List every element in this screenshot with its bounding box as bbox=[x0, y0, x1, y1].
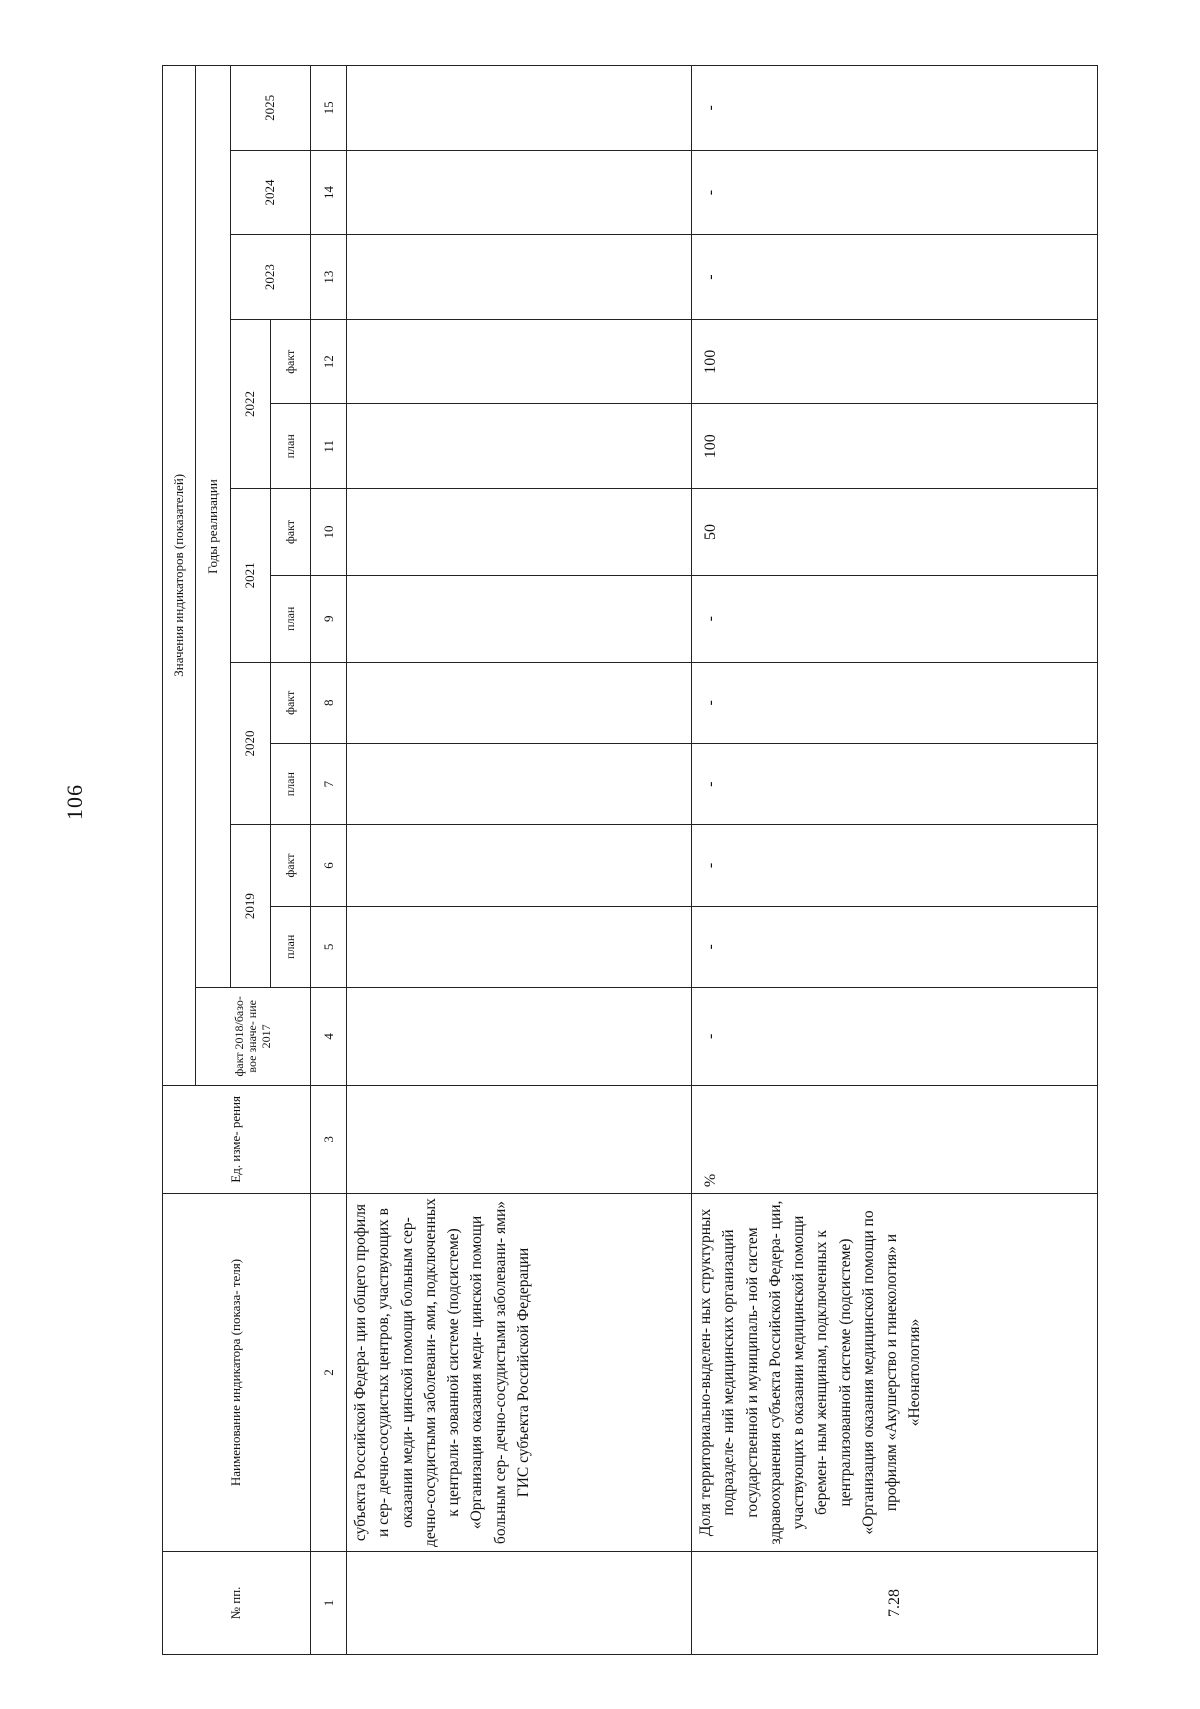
page-number: 106 bbox=[62, 784, 87, 820]
header-fact-2022: факт bbox=[271, 319, 311, 404]
table-row bbox=[347, 66, 692, 1655]
value-cell: - bbox=[692, 743, 1098, 824]
header-year-2020: 2020 bbox=[231, 662, 271, 825]
indicator-name: субъекта Российской Федера- ции общего профиля и сер- дечно-сосудистых центров, участвующих в оказании меди- цинской помощи больным сер- дечно-сосудистыми заболевани- ями, подключенных к централи- зованной системе (подсистеме) «Организация оказания меди- цинской помощи больным сер- дечно-сосудистыми заболевани- ями» ГИС субъекта Российской Федерации bbox=[347, 1194, 692, 1552]
header-plan-2022: план bbox=[271, 404, 311, 489]
value-cell bbox=[347, 575, 692, 662]
header-plan-2019: план bbox=[271, 906, 311, 987]
value-cell: 50 bbox=[692, 489, 1098, 576]
col-number-8: 8 bbox=[311, 662, 347, 743]
unit-cell bbox=[347, 1085, 692, 1193]
header-fact-2019: факт bbox=[271, 825, 311, 906]
value-cell: - bbox=[692, 988, 1098, 1086]
value-cell: - bbox=[692, 575, 1098, 662]
value-cell bbox=[347, 988, 692, 1086]
col-number-2: 2 bbox=[311, 1194, 347, 1552]
value-cell bbox=[347, 235, 692, 320]
table-row bbox=[692, 66, 1098, 1655]
col-number-13: 13 bbox=[311, 235, 347, 320]
header-years-group: Годы реализации bbox=[196, 66, 231, 988]
header-year-2019: 2019 bbox=[231, 825, 271, 988]
header-plan-2020: план bbox=[271, 743, 311, 824]
value-cell bbox=[347, 66, 692, 151]
header-year-2024: 2024 bbox=[231, 150, 311, 235]
col-number-15: 15 bbox=[311, 66, 347, 151]
indicator-table bbox=[162, 65, 1098, 1655]
col-number-11: 11 bbox=[311, 404, 347, 489]
value-cell: - bbox=[692, 66, 1098, 151]
row-num bbox=[347, 1551, 692, 1654]
value-cell bbox=[347, 404, 692, 489]
value-cell bbox=[347, 906, 692, 987]
value-cell: - bbox=[692, 825, 1098, 906]
value-cell: - bbox=[692, 906, 1098, 987]
indicator-name: Доля территориально-выделен- ных структурных подразделе- ний медицинских организаций государственной и муниципаль- ной систем здравоохранения субъекта Российской Федера- ции, участвующих в оказании медицинской помощи беремен- ным женщинам, подключенных к централизованной системе (подсистеме) «Организация оказания медицинской помощи по профилям «Акушерство и гинекология» и «Неонатология» bbox=[692, 1194, 1098, 1552]
header-fact-2020: факт bbox=[271, 662, 311, 743]
value-cell: 100 bbox=[692, 404, 1098, 489]
col-number-6: 6 bbox=[311, 825, 347, 906]
header-values-group: Значения индикаторов (показателей) bbox=[163, 66, 196, 1086]
value-cell bbox=[347, 489, 692, 576]
col-number-1: 1 bbox=[311, 1551, 347, 1654]
value-cell: - bbox=[692, 235, 1098, 320]
value-cell: - bbox=[692, 150, 1098, 235]
header-base: факт 2018/базо- вое значе- ние 2017 bbox=[196, 988, 311, 1086]
header-plan-2021: план bbox=[271, 575, 311, 662]
col-number-4: 4 bbox=[311, 988, 347, 1086]
value-cell: 100 bbox=[692, 319, 1098, 404]
header-unit: Ед. изме- рения bbox=[163, 1085, 311, 1193]
header-year-2025: 2025 bbox=[231, 66, 311, 151]
col-number-3: 3 bbox=[311, 1085, 347, 1193]
row-num: 7.28 bbox=[692, 1551, 1098, 1654]
value-cell bbox=[347, 150, 692, 235]
col-number-14: 14 bbox=[311, 150, 347, 235]
header-year-2022: 2022 bbox=[231, 319, 271, 488]
col-number-9: 9 bbox=[311, 575, 347, 662]
header-year-2021: 2021 bbox=[231, 489, 271, 663]
value-cell: - bbox=[692, 662, 1098, 743]
value-cell bbox=[347, 743, 692, 824]
header-year-2023: 2023 bbox=[231, 235, 311, 320]
col-number-5: 5 bbox=[311, 906, 347, 987]
value-cell bbox=[347, 662, 692, 743]
col-number-10: 10 bbox=[311, 489, 347, 576]
col-number-7: 7 bbox=[311, 743, 347, 824]
value-cell bbox=[347, 825, 692, 906]
rotated-table-wrapper bbox=[162, 65, 1097, 1655]
header-fact-2021: факт bbox=[271, 489, 311, 576]
value-cell bbox=[347, 319, 692, 404]
col-number-12: 12 bbox=[311, 319, 347, 404]
header-num: № пп. bbox=[163, 1551, 311, 1654]
unit-cell: % bbox=[692, 1085, 1098, 1193]
header-name: Наименование индикатора (показа- теля) bbox=[163, 1194, 311, 1552]
